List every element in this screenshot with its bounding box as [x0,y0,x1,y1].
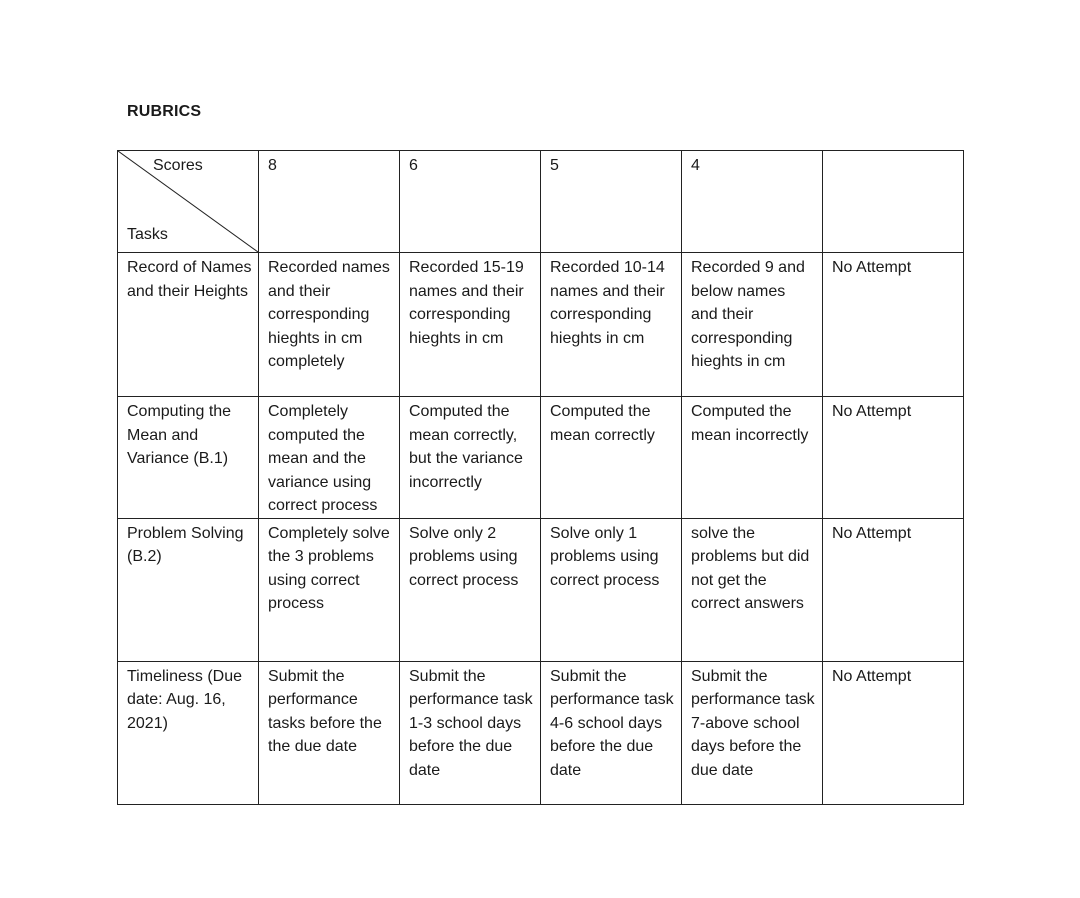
table-cell: Solve only 1 problems using correct process [541,518,682,661]
rubric-table [117,150,964,805]
table-header-row [118,151,964,253]
score-header-6: 6 [400,151,541,253]
table-cell: Computed the mean correctly, but the variance incorrectly [400,397,541,519]
score-header-empty [823,151,964,253]
table-cell: No Attempt [823,518,964,661]
tasks-label: Tasks [127,225,168,243]
task-label: Computing the Mean and Variance (B.1) [118,397,259,519]
table-cell: Solve only 2 problems using correct process [400,518,541,661]
task-label: Record of Names and their Heights [118,253,259,397]
table-cell: Recorded 9 and below names and their corresponding hieghts in cm [682,253,823,397]
table-cell: No Attempt [823,253,964,397]
table-cell: Recorded 10-14 names and their corresponding hieghts in cm [541,253,682,397]
score-header-5: 5 [541,151,682,253]
table-cell: solve the problems but did not get the correct answers [682,518,823,661]
table-cell: No Attempt [823,397,964,519]
table-cell: Submit the performance task 1-3 school days before the due date [400,661,541,804]
score-header-4: 4 [682,151,823,253]
table-cell: Submit the performance task 7-above school days before the due date [682,661,823,804]
table-cell: Submit the performance tasks before the the due date [259,661,400,804]
page-title: RUBRICS [127,103,202,120]
score-header-8: 8 [259,151,400,253]
corner-cell [118,151,259,253]
table-cell: No Attempt [823,661,964,804]
table-cell: Submit the performance task 4-6 school days before the due date [541,661,682,804]
table-cell: Recorded names and their corresponding hieghts in cm completely [259,253,400,397]
table-cell: Computed the mean correctly [541,397,682,519]
scores-label: Scores [153,157,203,174]
table-cell: Completely solve the 3 problems using correct process [259,518,400,661]
table-row [118,397,964,519]
table-cell: Recorded 15-19 names and their corresponding hieghts in cm [400,253,541,397]
table-row [118,661,964,804]
table-cell: Computed the mean incorrectly [682,397,823,519]
task-label: Timeliness (Due date: Aug. 16, 2021) [118,661,259,804]
table-row [118,518,964,661]
table-row [118,253,964,397]
table-cell: Completely computed the mean and the variance using correct process [259,397,400,519]
task-label: Problem Solving (B.2) [118,518,259,661]
